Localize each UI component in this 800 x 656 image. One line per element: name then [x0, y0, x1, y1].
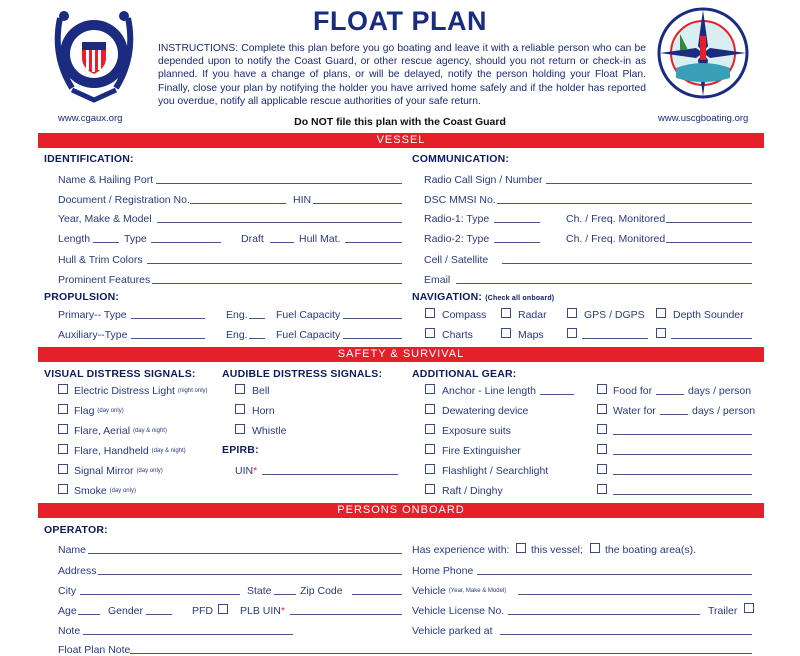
op-state-label: State [247, 585, 272, 597]
vehicle-field[interactable] [518, 594, 752, 595]
primary-fuel-label: Fuel Capacity [276, 309, 341, 321]
auxiliary-eng-label: Eng. [226, 329, 248, 341]
primary-type-field[interactable] [131, 318, 205, 319]
whistle-checkbox[interactable] [235, 424, 245, 434]
radio-call-field[interactable] [546, 183, 752, 184]
name-hailing-field[interactable] [156, 183, 402, 184]
float-plan-note-label: Float Plan Note [58, 644, 131, 656]
food-checkbox[interactable] [597, 384, 607, 394]
radio1-ch-label: Ch. / Freq. Monitored [566, 213, 666, 225]
op-age-field[interactable] [78, 614, 100, 615]
primary-eng-label: Eng. [226, 309, 248, 321]
hin-label: HIN [293, 194, 312, 206]
radio2-ch-field[interactable] [666, 242, 752, 243]
op-plb-required-mark: * [280, 605, 285, 617]
vehicle-text: Vehicle [412, 585, 446, 597]
section-bar-vessel: VESSEL [38, 133, 764, 148]
experience-area-label: the boating area(s). [605, 544, 697, 556]
compass-checkbox[interactable] [425, 308, 435, 318]
auxiliary-label: Auxiliary--Type [58, 329, 128, 341]
auxiliary-eng-field[interactable] [249, 338, 265, 339]
flag-note: (day only) [97, 408, 124, 415]
op-name-label: Name [58, 544, 87, 556]
smoke-text: Smoke [74, 485, 107, 497]
draft-field[interactable] [270, 242, 294, 243]
vehicle-license-field[interactable] [508, 614, 700, 615]
cell-field[interactable] [502, 263, 752, 264]
experience-label: Has experience with: [412, 544, 510, 556]
flashlight-checkbox[interactable] [425, 464, 435, 474]
uin-required-mark: * [253, 465, 258, 477]
vehicle-note: (Year, Make & Model) [448, 588, 507, 595]
prominent-field[interactable] [152, 283, 402, 284]
bell-checkbox[interactable] [235, 384, 245, 394]
flare-aerial-note: (day & night) [132, 428, 167, 435]
section-bar-persons: PERSONS ONBOARD [38, 503, 764, 518]
warning-text: Do NOT file this plan with the Coast Guard [294, 116, 506, 128]
other-gear-field-1[interactable] [613, 434, 752, 435]
coast-guard-auxiliary-logo [42, 6, 146, 106]
charts-checkbox[interactable] [425, 328, 435, 338]
smoke-label [74, 485, 136, 497]
radio-call-label: Radio Call Sign / Number [424, 174, 543, 186]
other-gear-checkbox-2[interactable] [597, 444, 607, 454]
food-label: Food for [613, 385, 653, 397]
year-make-model-label: Year, Make & Model [58, 213, 152, 225]
signal-mirror-note: (day only) [136, 468, 163, 475]
op-pfd-checkbox[interactable] [218, 604, 228, 614]
water-label: Water for [613, 405, 656, 417]
email-field[interactable] [456, 283, 752, 284]
name-hailing-label: Name & Hailing Port [58, 174, 154, 186]
radar-checkbox[interactable] [501, 308, 511, 318]
food-days-label: days / person [688, 385, 752, 397]
flag-label [74, 405, 124, 417]
navigation-heading-text: NAVIGATION: [412, 291, 483, 303]
exposure-label: Exposure suits [442, 425, 511, 437]
flare-handheld-text: Flare, Handheld [74, 445, 149, 457]
check-all-note: (Check all onboard) [485, 295, 555, 302]
electric-light-note: (night only) [177, 388, 208, 395]
other-nav-checkbox-1[interactable] [567, 328, 577, 338]
flag-text: Flag [74, 405, 95, 417]
op-city-label: City [58, 585, 77, 597]
propulsion-heading: PROPULSION: [44, 291, 120, 303]
doc-reg-field[interactable] [190, 203, 286, 204]
type-field[interactable] [151, 242, 221, 243]
uin-field[interactable] [262, 474, 398, 475]
primary-label: Primary-- Type [58, 309, 127, 321]
additional-gear-heading: ADDITIONAL GEAR: [412, 368, 517, 380]
page-title: FLOAT PLAN [313, 6, 487, 36]
other-nav-checkbox-2[interactable] [656, 328, 666, 338]
type-label: Type [124, 233, 147, 245]
vehicle-license-label: Vehicle License No. [412, 605, 505, 617]
op-name-field[interactable] [88, 553, 402, 554]
section-bar-safety: SAFETY & SURVIVAL [38, 347, 764, 362]
flag-checkbox[interactable] [58, 404, 68, 414]
other-nav-field-2[interactable] [671, 338, 752, 339]
year-make-model-field[interactable] [157, 222, 402, 223]
op-gender-field[interactable] [146, 614, 172, 615]
op-plb-label [240, 605, 285, 617]
uin-text: UIN [235, 465, 254, 477]
op-zip-field[interactable] [352, 594, 402, 595]
water-checkbox[interactable] [597, 404, 607, 414]
vehicle-parked-label: Vehicle parked at [412, 625, 493, 637]
op-pfd-label: PFD [192, 605, 213, 617]
other-gear-checkbox-3[interactable] [597, 464, 607, 474]
experience-vessel-checkbox[interactable] [516, 543, 526, 553]
radio2-label: Radio-2: Type [424, 233, 490, 245]
dsc-field[interactable] [497, 203, 752, 204]
anchor-checkbox[interactable] [425, 384, 435, 394]
flare-aerial-text: Flare, Aerial [74, 425, 131, 437]
gps-label: GPS / DGPS [584, 309, 645, 321]
raft-label: Raft / Dinghy [442, 485, 503, 497]
right-url[interactable]: www.uscgboating.org [658, 113, 749, 124]
op-gender-label: Gender [108, 605, 144, 617]
op-state-field[interactable] [274, 594, 296, 595]
length-field[interactable] [93, 242, 119, 243]
trailer-checkbox[interactable] [744, 603, 754, 613]
audible-distress-heading: AUDIBLE DISTRESS SIGNALS: [222, 368, 383, 380]
instructions-text: INSTRUCTIONS: Complete this plan before you go boating and leave it with a reliable person who can be depended upon to notify the Coast Guard, or other rescue agency, should you not return or check-in as planned. If you have a change of plans, or will be delayed, notify the person holding your Float Plan. Finally, close your plan by notifying the holder you have arrived home safely and if the holder has reported you overdue, notify all applicable rescue authorities of your safe return. [158, 43, 646, 107]
length-label: Length [58, 233, 91, 245]
food-days-field[interactable] [656, 394, 684, 395]
op-age-label: Age [58, 605, 77, 617]
fire-checkbox[interactable] [425, 444, 435, 454]
maps-checkbox[interactable] [501, 328, 511, 338]
horn-checkbox[interactable] [235, 404, 245, 414]
epirb-heading: EPIRB: [222, 444, 259, 456]
bell-label: Bell [252, 385, 270, 397]
hin-field[interactable] [313, 203, 402, 204]
signal-mirror-text: Signal Mirror [74, 465, 134, 477]
flare-aerial-checkbox[interactable] [58, 424, 68, 434]
visual-distress-heading: VISUAL DISTRESS SIGNALS: [44, 368, 196, 380]
experience-vessel-label: this vessel; [531, 544, 583, 556]
other-nav-field-1[interactable] [582, 338, 648, 339]
electric-light-text: Electric Distress Light [74, 385, 175, 397]
prominent-label: Prominent Features [58, 274, 151, 286]
exposure-checkbox[interactable] [425, 424, 435, 434]
smoke-checkbox[interactable] [58, 484, 68, 494]
op-plb-text: PLB UIN [240, 605, 281, 617]
other-gear-field-3[interactable] [613, 474, 752, 475]
op-address-field[interactable] [98, 574, 402, 575]
draft-label: Draft [241, 233, 264, 245]
depth-checkbox[interactable] [656, 308, 666, 318]
auxiliary-fuel-field[interactable] [343, 338, 402, 339]
auxiliary-fuel-label: Fuel Capacity [276, 329, 341, 341]
signal-mirror-checkbox[interactable] [58, 464, 68, 474]
raft-checkbox[interactable] [425, 484, 435, 494]
radio2-type-field[interactable] [494, 242, 540, 243]
op-note-field[interactable] [83, 634, 293, 635]
hull-mat-field[interactable] [345, 242, 402, 243]
depth-label: Depth Sounder [673, 309, 744, 321]
dewatering-label: Dewatering device [442, 405, 529, 417]
water-days-label: days / person [692, 405, 756, 417]
whistle-label: Whistle [252, 425, 287, 437]
radio1-ch-field[interactable] [666, 222, 752, 223]
other-gear-field-2[interactable] [613, 454, 752, 455]
compass-label: Compass [442, 309, 487, 321]
cell-label: Cell / Satellite [424, 254, 489, 266]
anchor-field[interactable] [540, 394, 574, 395]
primary-fuel-field[interactable] [343, 318, 402, 319]
trailer-label: Trailer [708, 605, 738, 617]
charts-label: Charts [442, 329, 473, 341]
navigation-heading [412, 291, 554, 303]
primary-eng-field[interactable] [249, 318, 265, 319]
radio1-label: Radio-1: Type [424, 213, 490, 225]
communication-heading: COMMUNICATION: [412, 153, 510, 165]
maps-label: Maps [518, 329, 544, 341]
dsc-label: DSC MMSI No. [424, 194, 496, 206]
identification-heading: IDENTIFICATION: [44, 153, 134, 165]
anchor-label: Anchor - Line length [442, 385, 536, 397]
horn-label: Horn [252, 405, 275, 417]
other-gear-field-4[interactable] [613, 494, 752, 495]
radio1-type-field[interactable] [494, 222, 540, 223]
email-label: Email [424, 274, 451, 286]
hull-mat-label: Hull Mat. [299, 233, 341, 245]
other-gear-checkbox-1[interactable] [597, 424, 607, 434]
radar-label: Radar [518, 309, 547, 321]
hull-trim-field[interactable] [147, 263, 402, 264]
op-note-label: Note [58, 625, 81, 637]
flare-handheld-label [74, 445, 186, 457]
flare-handheld-note: (day & night) [151, 448, 186, 455]
flare-handheld-checkbox[interactable] [58, 444, 68, 454]
gps-checkbox[interactable] [567, 308, 577, 318]
experience-area-checkbox[interactable] [590, 543, 600, 553]
smoke-note: (day only) [109, 488, 136, 495]
home-phone-field[interactable] [477, 574, 752, 575]
water-days-field[interactable] [660, 414, 688, 415]
vehicle-parked-field[interactable] [500, 634, 752, 635]
radio2-ch-label: Ch. / Freq. Monitored [566, 233, 666, 245]
left-url[interactable]: www.cgaux.org [58, 113, 123, 124]
doc-reg-label: Document / Registration No. [58, 194, 190, 206]
dewatering-checkbox[interactable] [425, 404, 435, 414]
electric-light-checkbox[interactable] [58, 384, 68, 394]
float-plan-note-field[interactable] [130, 653, 752, 654]
operator-heading: OPERATOR: [44, 524, 108, 536]
op-plb-field[interactable] [290, 614, 402, 615]
other-gear-checkbox-4[interactable] [597, 484, 607, 494]
uin-label [235, 465, 257, 477]
flashlight-label: Flashlight / Searchlight [442, 465, 549, 477]
home-phone-label: Home Phone [412, 565, 474, 577]
electric-light-label [74, 385, 208, 397]
auxiliary-type-field[interactable] [131, 338, 205, 339]
hull-trim-label: Hull & Trim Colors [58, 254, 143, 266]
boating-safety-logo [656, 6, 750, 100]
fire-label: Fire Extinguisher [442, 445, 521, 457]
op-city-field[interactable] [80, 594, 240, 595]
op-zip-label: Zip Code [300, 585, 343, 597]
vehicle-label [412, 585, 506, 597]
signal-mirror-label [74, 465, 163, 477]
flare-aerial-label [74, 425, 167, 437]
op-address-label: Address [58, 565, 97, 577]
